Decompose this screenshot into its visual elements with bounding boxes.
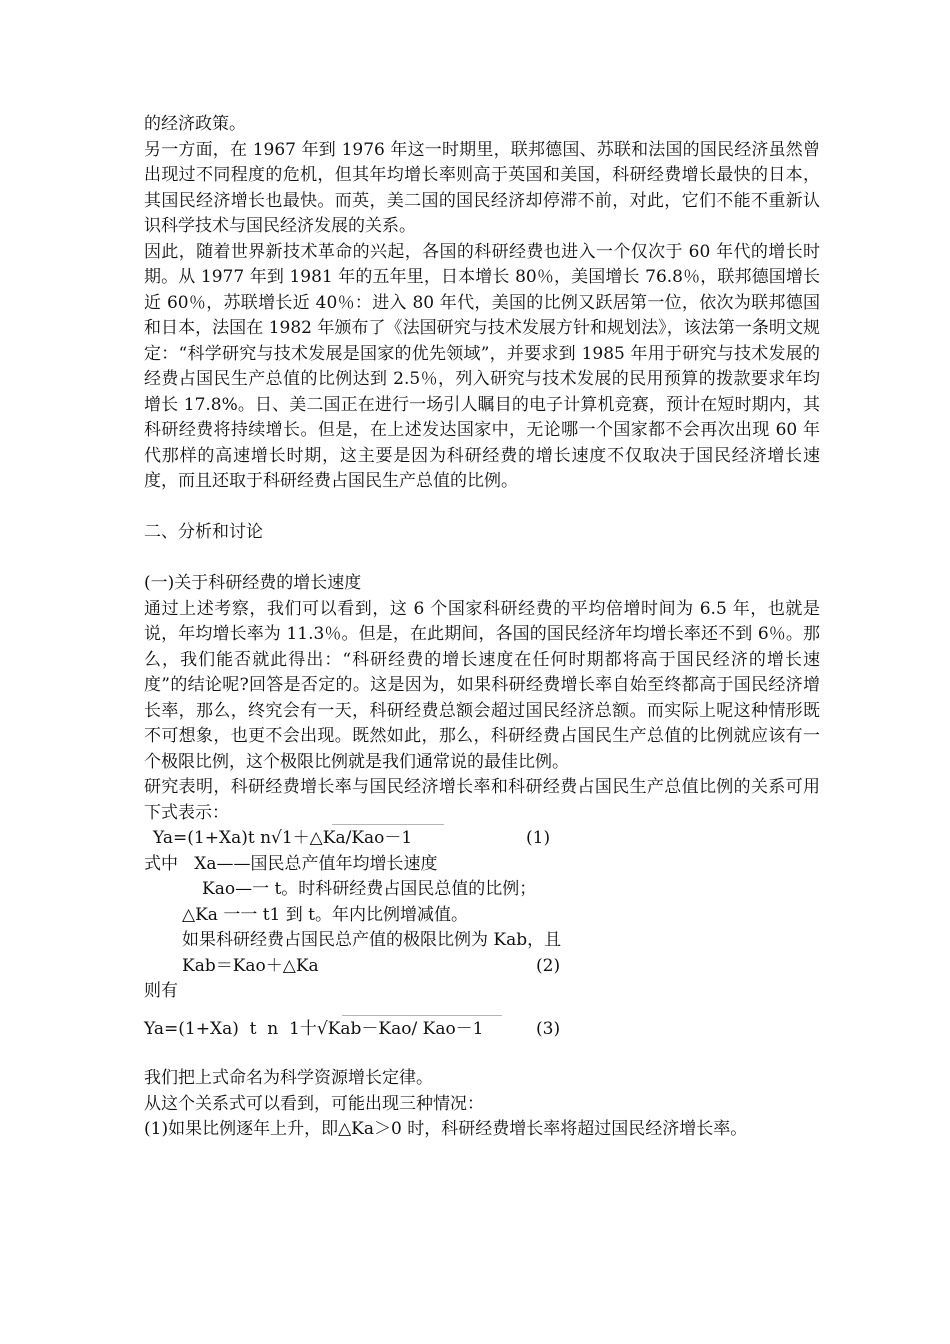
section-heading: 二、分析和讨论 xyxy=(144,522,263,542)
definitions xyxy=(144,852,820,954)
formula-2-number: (2) xyxy=(536,955,561,976)
formula-1 xyxy=(144,826,820,852)
definition-dka: △Ka 一一 t1 到 t。年内比例增减值。 xyxy=(182,904,469,925)
formula-2-text: Kab＝Kao＋△Ka xyxy=(182,955,319,976)
then-text: 则有 xyxy=(144,981,178,1001)
spacer xyxy=(144,546,820,572)
formula-2 xyxy=(144,954,820,980)
paragraph: 我们把上式命名为科学资源增长定律。 xyxy=(144,1068,433,1088)
radical-overline xyxy=(342,1015,502,1016)
document-body xyxy=(144,112,820,1143)
paragraph: 研究表明，科研经费增长率与国民经济增长率和科研经费占国民生产总值比例的关系可用下式表示： xyxy=(144,777,820,823)
formula-3 xyxy=(144,1017,820,1043)
subsection-heading: (一)关于科研经费的增长速度 xyxy=(144,573,362,593)
formula-3-number: (3) xyxy=(536,1018,561,1039)
definition-xa: 式中 Xa——国民总产值年均增长速度 xyxy=(144,853,438,874)
definition-kao: Kao—一 t。时科研经费占国民总值的比例； xyxy=(202,879,537,899)
formula-1-number: (1) xyxy=(526,828,551,848)
spacer xyxy=(144,1042,820,1054)
paragraph: 从这个关系式可以看到，可能出现三种情况： xyxy=(144,1093,484,1114)
paragraph: 通过上述考察，我们可以看到，这 6 个国家科研经费的平均倍增时间为 6.5 年，也就是说，年均增长率为 11.3％。但是，在此期间，各国的国民经济年均增长率还不到 6％。那么，我们能否就此得出：“科研经费的增长速度在任何时期都将高于国民经济的增长速度”的结论呢?回答是否定的。这是因为，如果科研经费增长率自始至终都高于国民经济增长率，那么，终究会有一天，科研经费总额会超过国民经济总额。而实际上呢这种情形既不可想象，也更不会出现。既然如此，那么，科研经费占国民生产总值的比例就应该有一个极限比例，这个极限比例就是我们通常说的最佳比例。 xyxy=(144,598,820,772)
definition-kab-intro: 如果科研经费占国民总产值的极限比例为 Kab，且 xyxy=(182,930,562,950)
spacer xyxy=(144,495,820,521)
paragraph: (1)如果比例逐年上升，即△Ka＞0 时，科研经费增长率将超过国民经济增长率。 xyxy=(144,1119,748,1139)
paragraph: 因此，随着世界新技术革命的兴起，各国的科研经费也进入一个仅次于 60 年代的增长时期。从 1977 年到 1981 年的五年里，日本增长 80％，美国增长 76.8％，联邦德国增长近 60％，苏联增长近 40％：进入 80 年代，美国的比例又跃居第一位，依次为联邦德国和日本，法国在 1982 年颁布了《法国研究与技术发展方针和规划法》，该法第一条明文规定：“科学研究与技术发展是国家的优先领域”，并要求到 1985 年用于研究与技术发展的经费占国民生产总值的比例达到 2.5％，列入研究与技术发展的民用预算的拨款要求年均增长 17.8%。日、美二国正在进行一场引人瞩目的电子计算机竞赛，预计在短时期内，其科研经费将持续增长。但是，在上述发达国家中，无论哪一个国家都不会再次出现 60 年代那样的高速增长时期，这主要是因为科研经费的增长速度不仅取决于国民经济增长速度，而且还取于科研经费占国民生产总值的比例。 xyxy=(144,241,820,491)
radical-overline xyxy=(332,824,444,825)
spacer xyxy=(144,1054,820,1066)
formula-3-text: Ya=(1+Xa) t n 1十√Kab－Kao/ Kao－1 xyxy=(144,1018,484,1039)
formula-1-text: Ya=(1+Xa)t n√1＋△Ka/Kao－1 xyxy=(153,828,413,848)
paragraph: 的经济政策。 xyxy=(144,114,246,134)
paragraph: 另一方面，在 1967 年到 1976 年这一时期里，联邦德国、苏联和法国的国民经济虽然曾出现过不同程度的危机，但其年均增长率则高于英国和美国，科研经费增长最快的日本，其国民经济增长也最快。而英，美二国的国民经济却停滞不前，对此，它们不能不重新认识科学技术与国民经济发展的关系。 xyxy=(144,139,820,236)
definition-lead: 式中 xyxy=(144,853,178,874)
